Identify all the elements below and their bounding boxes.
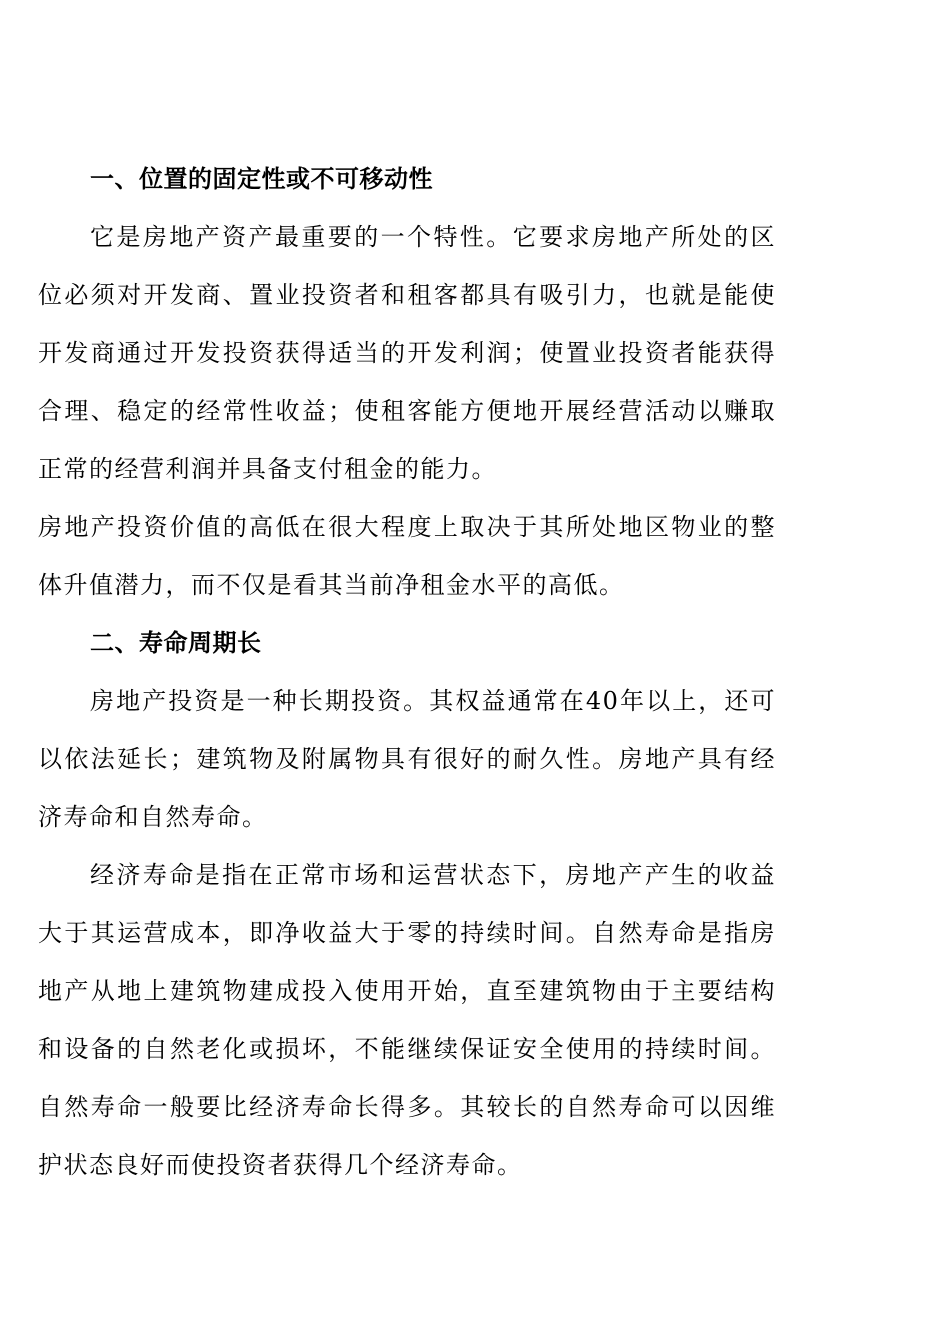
text-line: 自然寿命一般要比经济寿命长得多。其较长的自然寿命可以因维 (38, 1093, 776, 1121)
text-line: 房地产投资是一种长期投资。其权益通常在40年以上，还可 (90, 687, 776, 715)
text-line: 它是房地产资产最重要的一个特性。它要求房地产所处的区 (90, 223, 776, 251)
document-page (38, 150, 776, 1194)
section-fixed-location (38, 150, 776, 614)
text-line: 房地产投资价值的高低在很大程度上取决于其所处地区物业的整 (38, 513, 776, 541)
text-line: 正常的经营利润并具备支付租金的能力。 (38, 455, 497, 483)
text-line: 位必须对开发商、置业投资者和租客都具有吸引力，也就是能使 (38, 281, 776, 309)
text-line: 经济寿命是指在正常市场和运营状态下，房地产产生的收益 (90, 861, 776, 889)
text-line: 和设备的自然老化或损坏，不能继续保证安全使用的持续时间。 (38, 1035, 776, 1063)
text-line: 体升值潜力，而不仅是看其当前净租金水平的高低。 (38, 571, 625, 599)
text-line: 以依法延长；建筑物及附属物具有很好的耐久性。房地产具有经 (38, 745, 776, 773)
text-line: 济寿命和自然寿命。 (38, 803, 268, 831)
section-heading: 二、寿命周期长 (90, 629, 262, 657)
text-line: 护状态良好而使投资者获得几个经济寿命。 (38, 1151, 523, 1179)
paragraph (38, 846, 776, 1194)
text-line: 大于其运营成本，即净收益大于零的持续时间。自然寿命是指房 (38, 919, 776, 947)
text-line: 开发商通过开发投资获得适当的开发利润；使置业投资者能获得 (38, 339, 776, 367)
text-line: 地产从地上建筑物建成投入使用开始，直至建筑物由于主要结构 (38, 977, 776, 1005)
section-long-lifecycle (38, 614, 776, 1194)
text-line: 合理、稳定的经常性收益；使租客能方便地开展经营活动以赚取 (38, 397, 776, 425)
paragraph (38, 672, 776, 846)
section-heading: 一、位置的固定性或不可移动性 (90, 165, 433, 193)
paragraph (38, 208, 776, 498)
paragraph (38, 498, 776, 614)
